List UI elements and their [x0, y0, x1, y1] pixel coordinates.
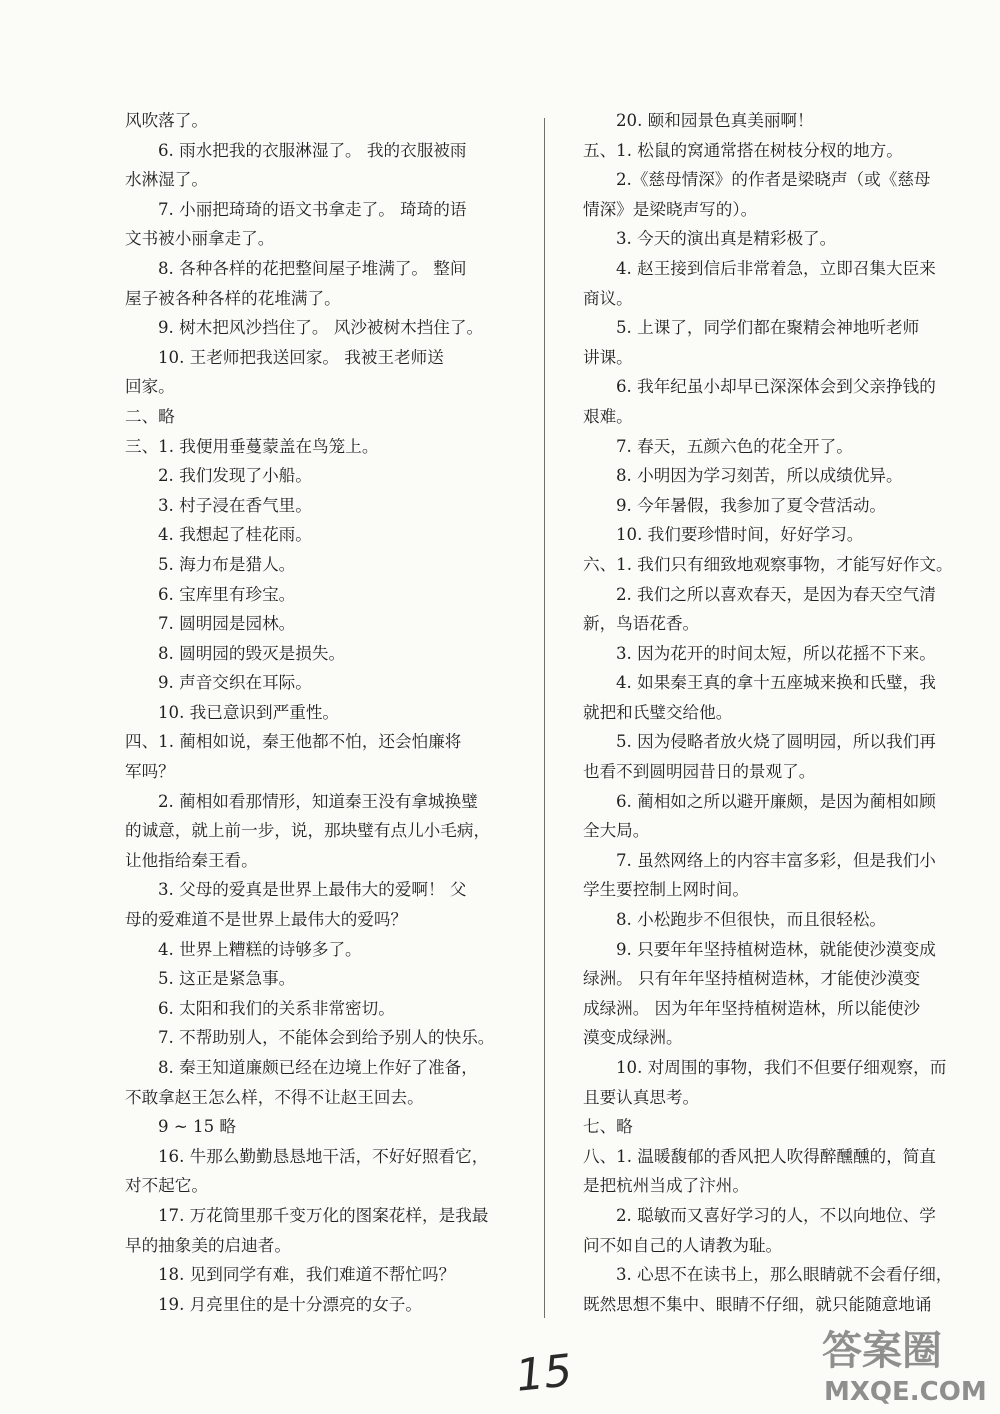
column-divider [544, 118, 545, 1318]
answer-line: 17. 万花筒里那千变万化的图案花样，是我最 [158, 1205, 489, 1225]
answer-line: 18. 见到同学有难，我们难道不帮忙吗？ [158, 1265, 456, 1285]
answer-line: 新，鸟语花香。 [583, 614, 700, 634]
answer-line: 9. 只要年年坚持植树造林，就能使沙漠变成 [616, 939, 936, 959]
answer-line: 商议。 [583, 288, 633, 308]
watermark-logo [814, 1316, 994, 1408]
answer-line: 6. 我年纪虽小却早已深深体会到父亲挣钱的 [616, 377, 936, 397]
answer-line: 绿洲。 只有年年坚持植树造林，才能使沙漠变 [583, 969, 921, 989]
answer-line: 10. 对周围的事物，我们不但要仔细观察，而 [616, 1058, 947, 1077]
answer-line: 3. 今天的演出真是精彩极了。 [616, 229, 837, 249]
answer-line: 对不起它。 [125, 1176, 208, 1196]
answer-line: 5. 因为侵略者放火烧了圆明园，所以我们再 [616, 732, 936, 752]
answer-line: 风吹落了。 [125, 111, 208, 130]
answer-line: 16. 牛那么勤勤恳恳地干活，不好好照看它， [158, 1146, 489, 1166]
answer-line: 8. 秦王知道廉颇已经在边境上作好了准备， [158, 1058, 478, 1077]
answer-line: 2. 聪敏而又喜好学习的人，不以向地位、学 [616, 1205, 936, 1225]
answer-line: 5. 海力布是猎人。 [158, 554, 296, 574]
answer-line: 艰难。 [583, 406, 633, 426]
right-column [583, 106, 973, 1319]
answer-line: 9. 今年暑假，我参加了夏令营活动。 [616, 495, 887, 515]
answer-line: 水淋湿了。 [125, 170, 208, 190]
answer-line: 9. 树木把风沙挡住了。 风沙被树木挡住了。 [158, 318, 484, 338]
answer-line: 母的爱难道不是世界上最伟大的爱吗？ [125, 910, 408, 930]
answer-line: 7. 春天，五颜六色的花全开了。 [616, 436, 853, 456]
answer-line: 军吗？ [125, 762, 175, 782]
answer-line: 9 ~ 15 略 [158, 1117, 236, 1137]
answer-line: 漠变成绿洲。 [583, 1028, 683, 1048]
answer-line: 四、1. 蔺相如说，秦王他都不怕，还会怕廉将 [125, 732, 462, 752]
answer-line: 二、略 [125, 406, 175, 426]
answer-line: 5. 这正是紧急事。 [158, 969, 296, 989]
answer-line: 10. 我已意识到严重性。 [158, 702, 340, 722]
answer-line: 讲课。 [583, 347, 633, 367]
answer-line: 且要认真思考。 [583, 1087, 700, 1107]
answer-line: 成绿洲。 因为年年坚持植树造林，所以能使沙 [583, 998, 921, 1018]
answer-line: 六、1. 我们只有细致地观察事物，才能写好作文。 [583, 554, 953, 574]
answer-line: 全大局。 [583, 821, 650, 841]
answer-line: 4. 世界上糟糕的诗够多了。 [158, 939, 362, 959]
answer-line: 让他指给秦王看。 [125, 850, 258, 870]
answer-line: 2. 我们之所以喜欢春天，是因为春天空气清 [616, 584, 936, 604]
answer-line: 也看不到圆明园昔日的景观了。 [583, 762, 816, 782]
answer-line: 学生要控制上网时间。 [583, 880, 749, 900]
answer-line: 4. 如果秦王真的拿十五座城来换和氏璧，我 [616, 673, 936, 693]
answer-line: 8. 圆明园的毁灭是损失。 [158, 643, 346, 663]
answer-line: 6. 雨水把我的衣服淋湿了。 我的衣服被雨 [158, 140, 467, 160]
answer-line: 3. 心思不在读书上，那么眼睛就不会看仔细， [616, 1265, 953, 1285]
answer-line: 8. 各种各样的花把整间屋子堆满了。 整间 [158, 258, 467, 278]
answer-line: 5. 上课了，同学们都在聚精会神地听老师 [616, 318, 920, 338]
answer-line: 早的抽象美的启迪者。 [125, 1235, 291, 1255]
answer-line: 7. 虽然网络上的内容丰富多彩，但是我们小 [616, 850, 936, 870]
answer-line: 3. 村子浸在香气里。 [158, 495, 312, 515]
answer-line: 的诚意，就上前一步，说，那块璧有点儿小毛病， [125, 821, 491, 841]
answer-line: 6. 蔺相如之所以避开廉颇，是因为蔺相如顾 [616, 791, 936, 811]
answer-line: 3. 因为花开的时间太短，所以花摇不下来。 [616, 643, 936, 663]
answer-line: 10. 王老师把我送回家。 我被王老师送 [158, 347, 444, 367]
answer-line: 3. 父母的爱真是世界上最伟大的爱啊！ 父 [158, 880, 467, 900]
page-number: 15 [513, 1345, 575, 1402]
answer-line: 七、略 [583, 1117, 633, 1137]
answer-line: 19. 月亮里住的是十分漂亮的女子。 [158, 1294, 422, 1314]
answer-line: 20. 颐和园景色真美丽啊！ [616, 111, 814, 130]
answer-line: 就把和氏璧交给他。 [583, 702, 733, 722]
answer-line: 情深》是梁晓声写的）。 [583, 199, 758, 219]
answer-line: 4. 赵王接到信后非常着急，立即召集大臣来 [616, 258, 936, 278]
answer-line: 9. 声音交织在耳际。 [158, 673, 312, 693]
answer-line: 三、1. 我便用垂蔓蒙盖在鸟笼上。 [125, 436, 379, 456]
answer-line: 8. 小明因为学习刻苦，所以成绩优异。 [616, 466, 903, 486]
watermark-top-text: 答案圈 [822, 1328, 942, 1374]
answer-line: 屋子被各种各样的花堆满了。 [125, 288, 341, 308]
answer-line: 6. 宝库里有珍宝。 [158, 584, 296, 604]
answer-line: 文书被小丽拿走了。 [125, 229, 275, 249]
answer-line: 7. 圆明园是园林。 [158, 614, 296, 634]
answer-line: 问不如自己的人请教为耻。 [583, 1235, 783, 1255]
answer-line: 八、1. 温暖馥郁的香风把人吹得醉醺醺的，简直 [583, 1146, 936, 1166]
answer-line: 2.《慈母情深》的作者是梁晓声（或《慈母 [616, 170, 931, 190]
answer-line: 是把杭州当成了汴州。 [583, 1176, 749, 1196]
answer-line: 10. 我们要珍惜时间，好好学习。 [616, 525, 864, 545]
answer-line: 不敢拿赵王怎么样，不得不让赵王回去。 [125, 1087, 424, 1107]
answer-line: 五、1. 松鼠的窝通常搭在树枝分杈的地方。 [583, 140, 903, 160]
answer-line: 7. 不帮助别人，不能体会到给予别人的快乐。 [158, 1028, 495, 1048]
answer-line: 6. 太阳和我们的关系非常密切。 [158, 998, 395, 1018]
answer-line: 7. 小丽把琦琦的语文书拿走了。 琦琦的语 [158, 199, 467, 219]
answer-line: 4. 我想起了桂花雨。 [158, 525, 312, 545]
answer-line: 既然思想不集中、眼睛不仔细，就只能随意地诵 [583, 1294, 932, 1314]
answer-line: 回家。 [125, 377, 175, 397]
answer-line: 8. 小松跑步不但很快，而且很轻松。 [616, 910, 887, 930]
answer-line: 2. 蔺相如看那情形，知道秦王没有拿城换璧 [158, 791, 478, 811]
left-column [125, 106, 525, 1319]
answer-line: 2. 我们发现了小船。 [158, 466, 312, 486]
watermark-bottom-text: MXQE.COM [824, 1377, 987, 1407]
